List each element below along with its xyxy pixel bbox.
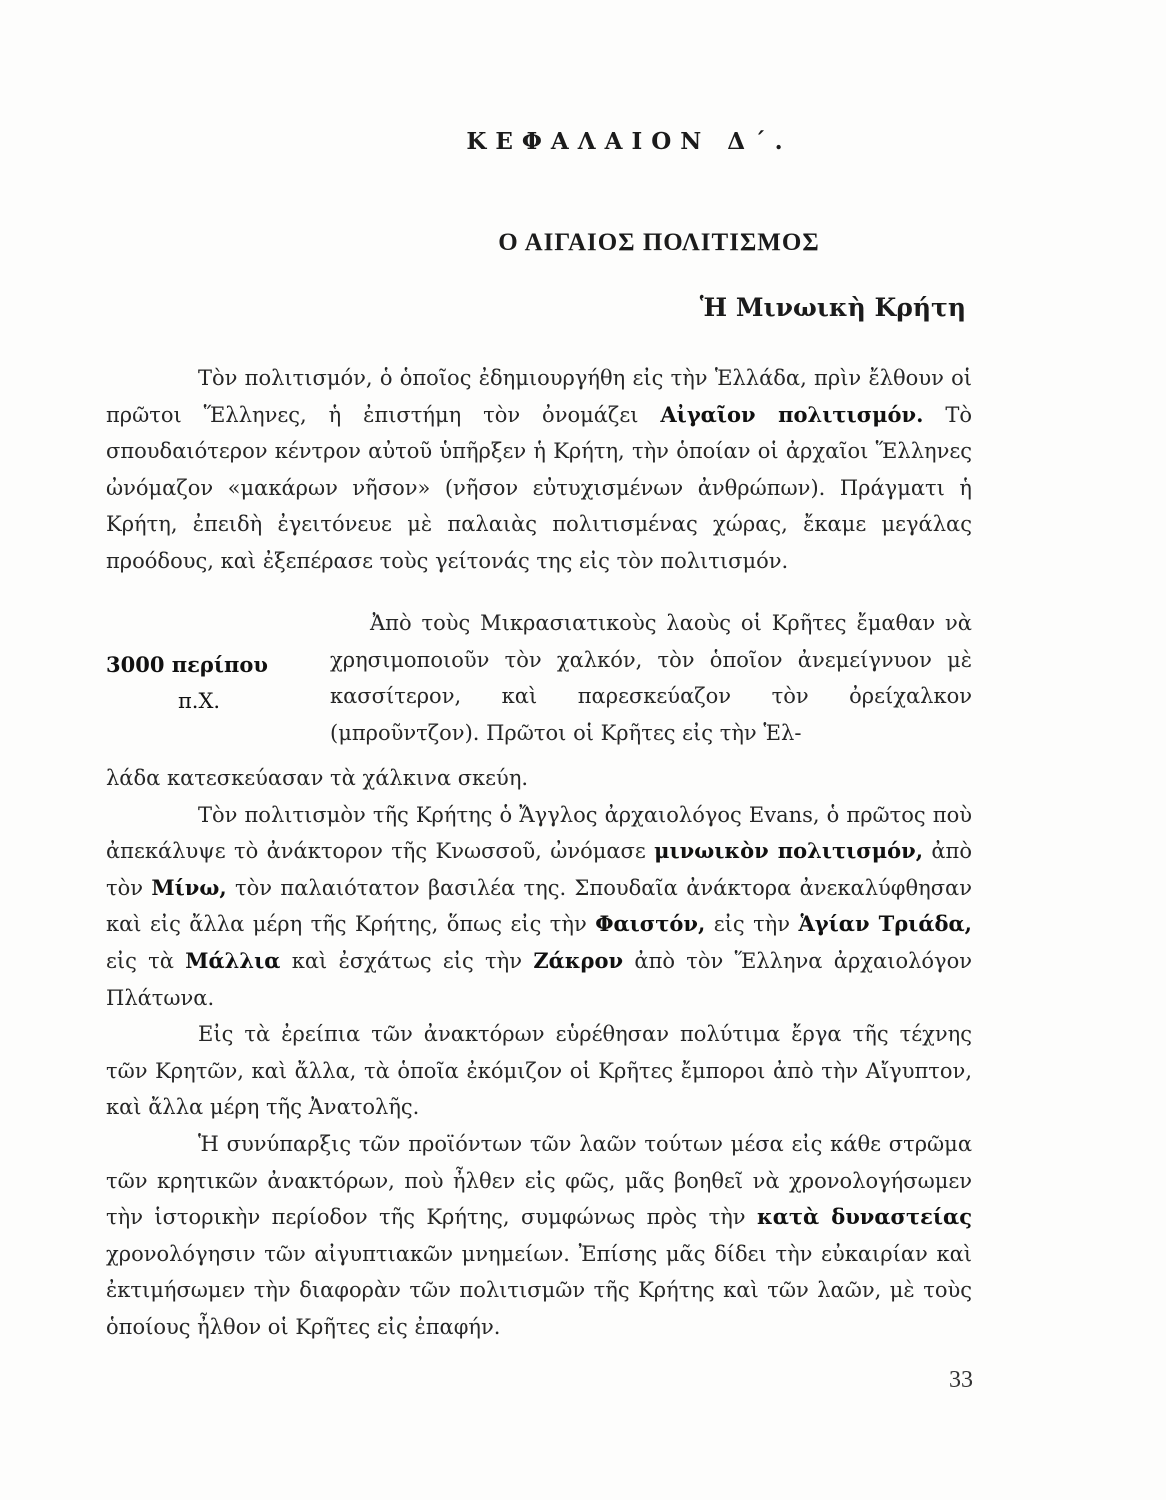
page-number: 33 — [949, 1367, 973, 1393]
margin-era: π.Χ. — [178, 689, 221, 713]
paragraph-2: Ἀπὸ τοὺς Μικρασιατικοὺς λαοὺς οἱ Κρῆτες ἔμαθαν νὰ χρησιμοποιοῦν τὸν χαλκόν, τὸν ὁποῖον ἀνεμείγνυον μὲ κασσίτερον, καὶ παρεσκεύαζον τὸν ὀρείχαλκον (μπροῦντζον). Πρῶτοι οἱ Κρῆτες εἰς τὴν Ἑλ- — [330, 611, 972, 745]
chapter-heading: ΚΕΦΑΛΑΙΟΝ Δ΄. — [466, 128, 792, 155]
section-title: Ο ΑΙΓΑΙΟΣ ΠΟΛΙΤΙΣΜΟΣ — [498, 229, 820, 256]
term-aegean-civilization: Αἰγαῖον πολιτισμόν. — [660, 401, 924, 427]
margin-date: 3000 περίπου — [106, 652, 268, 677]
paragraph-2-end: λάδα κατεσκεύασαν τὰ χάλκινα σκεύη. — [106, 766, 529, 790]
paragraph-3: Τὸν πολιτισμὸν τῆς Κρήτης ὁ Ἄγγλος ἀρχαιολόγος Evans, ὁ πρῶτος ποὺ ἀπεκάλυψε τὸ ἀνάκτορον τῆς Κνωσσοῦ, ὠνόμασε μινωικὸν πολιτισμόν, ἀπὸ τὸν Μίνω, τὸν παλαιότατον βασιλέα της. Σπουδαῖα ἀνάκτορα ἀνεκαλύφθησαν καὶ εἰς ἄλλα μέρη τῆς Κρήτης, ὅπως εἰς τὴν Φαιστόν, εἰς τὴν Ἁγίαν Τριάδα, εἰς τὰ Μάλλια καὶ ἐσχάτως εἰς τὴν Ζάκρον ἀπὸ τὸν Ἕλληνα ἀρχαιολόγον Πλάτωνα. — [106, 802, 973, 1010]
text-block-main — [106, 760, 972, 1346]
paragraph-5: Ἡ συνύπαρξις τῶν προϊόντων τῶν λαῶν τούτων μέσα εἰς κάθε στρῶμα τῶν κρητικῶν ἀνακτόρων, ποὺ ἦλθεν εἰς φῶς, μᾶς βοηθεῖ νὰ χρονολογήσωμεν τὴν ἱστορικὴν περίοδον τῆς Κρήτης, συμφώνως πρὸς τὴν κατὰ δυναστείας χρονολόγησιν τῶν αἰγυπτιακῶν μνημείων. Ἐπίσης μᾶς δίδει τὴν εὐκαιρίαν καὶ ἐκτιμήσωμεν τὴν διαφορὰν τῶν πολιτισμῶν τῆς Κρήτης καὶ τῶν λαῶν, μὲ τοὺς ὁποίους ἦλθον οἱ Κρῆτες εἰς ἐπαφήν. — [106, 1131, 972, 1339]
subsection-title: Ἡ Μινωικὴ Κρήτη — [699, 293, 966, 322]
text-block-intro — [106, 360, 972, 580]
paragraph-1: Τὸν πολιτισμόν, ὁ ὁποῖος ἐδημιουργήθη εἰς τὴν Ἑλλάδα, πρὶν ἔλθουν οἱ πρῶτοι Ἕλληνες, ἡ ἐπιστήμη τὸν ὀνομάζει Αἰγαῖον πολιτισμόν. Τὸ σπουδαιότερον κέντρον αὐτοῦ ὑπῆρξεν ἡ Κρήτη, τὴν ὁποίαν οἱ ἀρχαῖοι Ἕλληνες ὠνόμαζον «μακάρων νῆσον» (νῆσον εὐτυχισμένων ἀνθρώπων). Πράγματι ἡ Κρήτη, ἐπειδὴ ἐγειτόνευε μὲ παλαιὰς πολιτισμένας χώρας, ἔκαμε μεγάλας προόδους, καὶ ἐξεπέρασε τοὺς γείτονάς της εἰς τὸν πολιτισμόν. — [106, 366, 973, 573]
margin-date-note — [106, 647, 316, 719]
paragraph-4: Εἰς τὰ ἐρείπια τῶν ἀνακτόρων εὑρέθησαν πολύτιμα ἔργα τῆς τέχνης τῶν Κρητῶν, καὶ ἄλλα, τὰ ὁποῖα ἐκόμιζον οἱ Κρῆτες ἔμποροι ἀπὸ τὴν Αἴγυπτον, καὶ ἄλλα μέρη τῆς Ἀνατολῆς. — [106, 1022, 972, 1120]
